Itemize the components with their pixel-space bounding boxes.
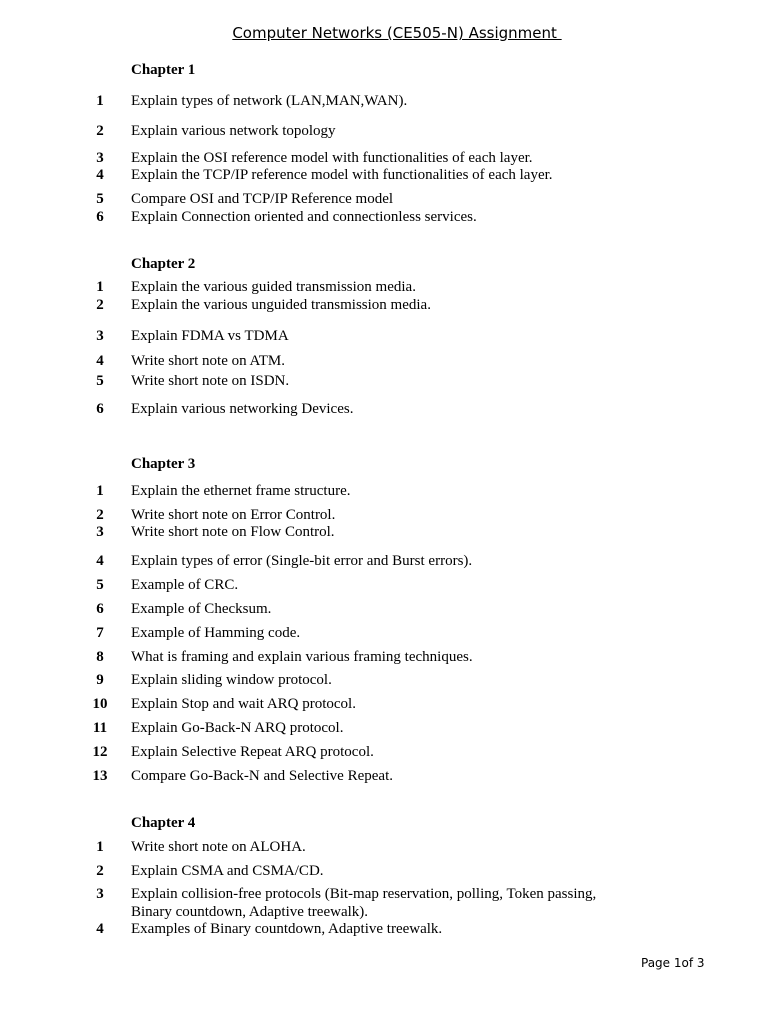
question-text: Explain various network topology — [131, 123, 336, 139]
question-text: Compare Go-Back-N and Selective Repeat. — [131, 768, 393, 784]
question-text: Explain sliding window protocol. — [131, 672, 332, 688]
question-text: Example of CRC. — [131, 577, 239, 593]
question-text: Explain types of network (LAN,MAN,WAN). — [131, 93, 408, 109]
question-number: 10 — [92, 696, 108, 712]
chapter-1-heading: Chapter 1 — [131, 62, 196, 78]
question-text: Example of Checksum. — [131, 601, 272, 617]
question-text: Write short note on Error Control. — [131, 507, 336, 523]
question-number: 3 — [96, 886, 104, 902]
question-number: 12 — [92, 744, 108, 760]
question-text: Explain the various guided transmission media. — [131, 279, 416, 295]
question-text: Explain Go-Back-N ARQ protocol. — [131, 720, 344, 736]
question-number: 2 — [96, 507, 104, 523]
question-text: Example of Hamming code. — [131, 625, 301, 641]
question-number: 5 — [96, 191, 104, 207]
question-number: 13 — [92, 768, 108, 784]
question-number: 3 — [96, 150, 104, 166]
question-text: Explain CSMA and CSMA/CD. — [131, 863, 324, 879]
question-text: Write short note on Flow Control. — [131, 524, 335, 540]
question-text: Explain collision-free protocols (Bit-map reservation, polling, Token passing, Binary countdown, Adaptive treewalk). — [131, 886, 597, 920]
question-number: 5 — [96, 373, 104, 389]
question-number: 11 — [92, 720, 108, 736]
question-number: 2 — [96, 863, 104, 879]
question-text: Explain Stop and wait ARQ protocol. — [131, 696, 356, 712]
question-text: Explain the TCP/IP reference model with functionalities of each layer. — [131, 167, 553, 183]
question-number: 6 — [96, 209, 104, 225]
question-text: Explain the various unguided transmission media. — [131, 297, 431, 313]
question-text: Write short note on ISDN. — [131, 373, 290, 389]
question-number: 4 — [96, 167, 104, 183]
question-number: 4 — [96, 921, 104, 937]
question-text: Explain Selective Repeat ARQ protocol. — [131, 744, 374, 760]
question-text: What is framing and explain various framing techniques. — [131, 649, 473, 665]
question-text: Explain various networking Devices. — [131, 401, 354, 417]
question-number: 3 — [96, 524, 104, 540]
question-number: 1 — [96, 839, 104, 855]
question-number: 1 — [96, 483, 104, 499]
question-number: 6 — [96, 401, 104, 417]
question-text: Explain FDMA vs TDMA — [131, 328, 289, 344]
question-number: 6 — [96, 601, 104, 617]
chapter-4-heading: Chapter 4 — [131, 815, 196, 831]
question-number: 3 — [96, 328, 104, 344]
question-text: Write short note on ATM. — [131, 353, 285, 369]
question-text: Explain the OSI reference model with functionalities of each layer. — [131, 150, 533, 166]
question-number: 9 — [96, 672, 104, 688]
question-number: 5 — [96, 577, 104, 593]
question-text: Examples of Binary countdown, Adaptive treewalk. — [131, 921, 443, 937]
question-text: Compare OSI and TCP/IP Reference model — [131, 191, 394, 207]
chapter-2-heading: Chapter 2 — [131, 256, 196, 272]
question-text: Explain the ethernet frame structure. — [131, 483, 351, 499]
document-title: Computer Networks (CE505-N) Assignment — [232, 24, 562, 42]
question-number: 1 — [96, 279, 104, 295]
question-text: Write short note on ALOHA. — [131, 839, 306, 855]
chapter-3-heading: Chapter 3 — [131, 456, 196, 472]
question-number: 2 — [96, 297, 104, 313]
page-number: Page 1of 3 — [641, 956, 705, 970]
question-text: Explain Connection oriented and connectionless services. — [131, 209, 477, 225]
question-number: 4 — [96, 353, 104, 369]
question-text: Explain types of error (Single-bit error and Burst errors). — [131, 553, 473, 569]
question-number: 8 — [96, 649, 104, 665]
question-number: 7 — [96, 625, 104, 641]
question-number: 4 — [96, 553, 104, 569]
question-number: 2 — [96, 123, 104, 139]
question-number: 1 — [96, 93, 104, 109]
